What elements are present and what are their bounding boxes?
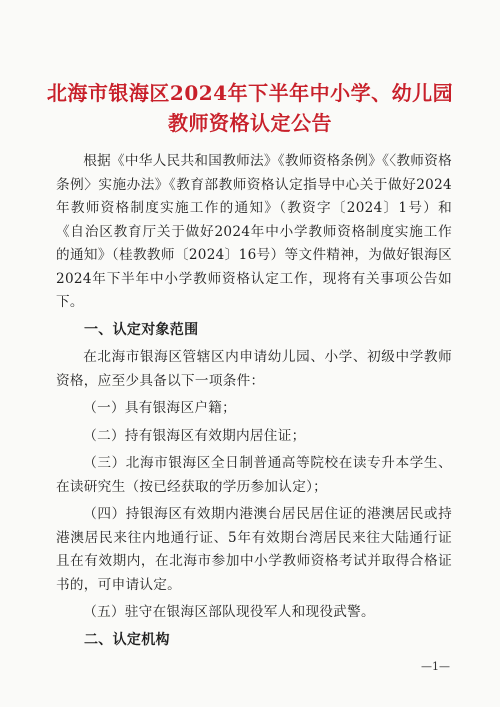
intro-paragraph: 根据《中华人民共和国教师法》《教师资格条例》《〈教师资格条例〉实施办法》《教育部教师资格认定指导中心关于做好2024年教师资格制度实施工作的通知》（教资字〔2024〕1号）和《自治区教育厅关于做好2024年中小学教师资格制度实施工作的通知》（桂教教师〔2024〕16号）等文件精神，为做好银海区2024年下半年中小学教师资格认定工作，现将有关事项公告如下。 xyxy=(56,153,452,310)
section-1-heading: 一、认定对象范围 xyxy=(84,321,199,338)
section-2-heading: 二、认定机构 xyxy=(84,631,170,648)
section-1-item-4: （四）持银海区有效期内港澳台居民居住证的港澳居民或持港澳居民来往内地通行证、5年有效期台湾居民来往大陆通行证且在有效期内，在北海市参加中小学教师资格考试并取得合格证书的，可申请认定。 xyxy=(56,506,452,593)
page-number: —1— xyxy=(421,660,450,673)
document-title xyxy=(40,78,460,138)
document-body xyxy=(56,150,452,656)
section-1-item-2: （二）持有银海区有效期内居住证； xyxy=(83,427,306,444)
title-line-1: 北海市银海区2024年下半年中小学、幼儿园 xyxy=(46,81,454,105)
section-1-item-5: （五）驻守在银海区部队现役军人和现役武警。 xyxy=(83,604,375,620)
section-1-item-3: （三）北海市银海区全日制普通高等院校在读专升本学生、在读研究生（按已经获取的学历参加认定）； xyxy=(56,455,452,495)
section-1-lead: 在北海市银海区管辖区内申请幼儿园、小学、初级中学教师资格，应至少具备以下一项条件： xyxy=(56,349,452,389)
section-1-item-1: （一）具有银海区户籍； xyxy=(83,400,237,416)
title-line-2: 教师资格认定公告 xyxy=(168,111,332,135)
